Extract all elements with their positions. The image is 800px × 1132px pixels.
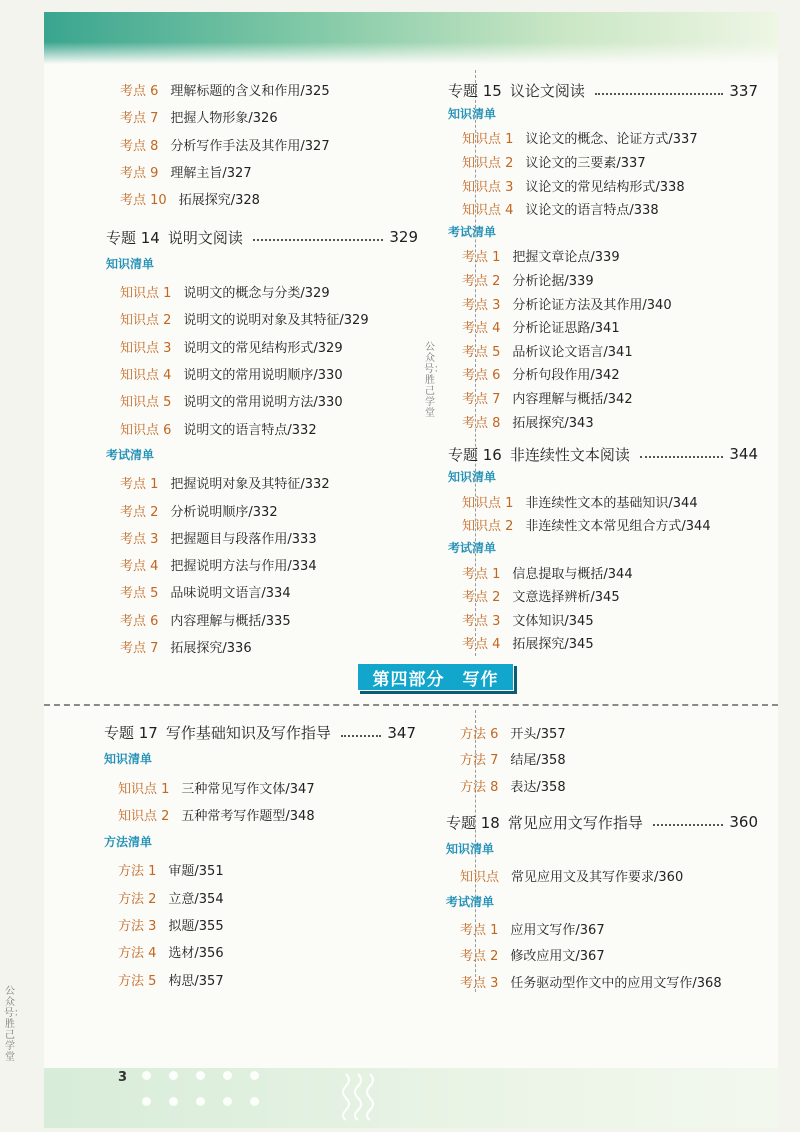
entry-text: 品味说明文语言/334 [170,586,291,602]
toc-column-right-top [448,79,758,655]
wave-decor-icon [340,1072,380,1122]
entry-tag: 方法 2 [118,891,157,907]
entry-text: 分析写作手法及其作用/327 [170,138,330,154]
page-number: 3 [118,1070,128,1085]
toc-entry[interactable] [106,551,418,578]
dot-leader [653,824,723,826]
entry-text: 分析论证思路/341 [512,321,620,337]
side-watermark: 公众号：胜己学堂 [4,986,24,1063]
entry-tag: 考点 3 [462,297,501,313]
entry-tag: 考点 3 [460,975,499,991]
entry-text: 拓展探究/328 [178,193,260,209]
entry-tag: 方法 5 [118,973,157,989]
topic-title: 说明文阅读 [167,228,243,247]
entry-text: 修改应用文/367 [510,949,605,965]
entry-tag: 考点 3 [462,613,501,629]
toc-entry[interactable] [448,584,758,608]
toc-entry[interactable] [448,197,758,221]
entry-text: 把握文章论点/339 [512,250,620,266]
topic-heading[interactable] [446,809,758,836]
toc-entry[interactable] [448,608,758,632]
entry-tag: 知识点 1 [462,132,514,148]
topic-title: 非连续性文本阅读 [509,445,630,464]
entry-text: 分析句段作用/342 [512,368,620,384]
topic-title: 常见应用文写作指导 [507,813,643,832]
toc-entry[interactable] [106,278,418,305]
decor-dots [142,1071,259,1080]
entry-tag: 考点 7 [120,640,159,656]
entry-tag: 知识点 2 [118,809,170,825]
toc-entry[interactable] [448,339,758,363]
entry-tag: 考点 1 [120,477,159,493]
entry-tag: 考点 1 [462,250,501,266]
topic-page: 344 [729,445,758,464]
entry-tag: 知识点 6 [120,422,172,438]
entry-text: 议论文的语言特点/338 [525,203,659,219]
toc-entry[interactable] [448,291,758,315]
dot-leader [253,239,383,241]
toc-entry[interactable] [104,911,416,938]
dot-leader [640,456,723,458]
entry-tag: 考点 4 [462,321,501,337]
entry-text: 应用文写作/367 [510,922,605,938]
toc-entry[interactable] [446,772,758,799]
entry-text: 内容理解与概括/335 [170,613,291,629]
toc-entry[interactable] [448,386,758,410]
toc-entry[interactable] [448,560,758,584]
entry-text: 五种常考写作题型/348 [181,809,315,825]
toc-entry[interactable] [104,966,416,993]
entry-text: 开头/357 [510,726,566,742]
entry-tag: 考点 2 [120,504,159,520]
entry-tag: 知识点 2 [462,156,514,172]
entry-text: 非连续性文本的基础知识/344 [525,495,698,511]
entry-tag: 考点 1 [462,566,501,582]
toc-entry[interactable] [106,158,418,185]
entry-tag: 知识点 [460,869,500,885]
toc-entry[interactable] [106,185,418,212]
toc-entry[interactable] [106,606,418,633]
toc-entry[interactable] [446,942,758,969]
entry-text: 立意/354 [168,891,224,907]
entry-text: 信息提取与概括/344 [512,566,633,582]
entry-tag: 知识点 2 [462,519,514,535]
entry-text: 拟题/355 [168,918,224,934]
entry-text: 议论文的常见结构形式/338 [525,179,685,195]
entry-tag: 考点 4 [120,559,159,575]
section-label: 考试清单 [446,894,495,909]
toc-entry[interactable] [448,513,758,537]
toc-entry[interactable] [448,409,758,433]
toc-entry[interactable] [106,496,418,523]
entry-text: 结尾/358 [510,753,566,769]
toc-entry[interactable] [446,719,758,746]
entry-text: 构思/357 [168,973,224,989]
decor-dots [142,1097,259,1106]
entry-tag: 考点 9 [120,166,159,182]
toc-entry[interactable] [448,631,758,655]
toc-entry[interactable] [106,103,418,130]
toc-entry[interactable] [448,490,758,514]
page [44,12,778,1128]
toc-entry[interactable] [104,801,416,828]
entry-text: 理解主旨/327 [170,166,252,182]
entry-text: 拓展探究/345 [512,637,594,653]
section-label: 知识清单 [446,841,495,856]
section-label: 知识清单 [106,256,155,271]
toc-entry[interactable] [446,968,758,995]
entry-tag: 知识点 3 [120,340,172,356]
entry-tag: 考点 6 [120,84,159,100]
section-label: 知识清单 [448,469,497,484]
entry-tag: 知识点 5 [120,395,172,411]
entry-text: 议论文的概念、论证方式/337 [525,132,698,148]
section-label: 考试清单 [448,540,497,555]
entry-tag: 知识点 4 [120,368,172,384]
topic-title: 写作基础知识及写作指导 [165,724,331,743]
toc-entry[interactable] [446,862,758,889]
toc-entry[interactable] [446,746,758,773]
dot-leader [341,735,381,737]
entry-text: 分析论据/339 [512,274,594,290]
entry-tag: 考点 6 [120,613,159,629]
entry-tag: 考点 7 [120,111,159,127]
entry-text: 说明文的常见结构形式/329 [183,340,343,356]
entry-text: 拓展探究/343 [512,415,594,431]
toc-entry[interactable] [448,173,758,197]
topic-heading[interactable] [104,719,416,746]
toc-column-left-top [106,76,418,660]
section-label: 方法清单 [104,834,153,849]
toc-entry[interactable] [448,126,758,150]
entry-tag: 考点 4 [462,637,501,653]
topic-title: 议论文阅读 [509,82,585,101]
entry-text: 说明文的常用说明方法/330 [183,395,343,411]
section-label: 知识清单 [104,752,153,767]
entry-tag: 考点 5 [120,586,159,602]
entry-tag: 方法 8 [460,779,499,795]
entry-tag: 知识点 3 [462,179,514,195]
entry-text: 把握题目与段落作用/333 [170,531,317,547]
toc-entry[interactable] [106,305,418,332]
toc-entry[interactable] [106,131,418,158]
entry-tag: 方法 7 [460,753,499,769]
entry-tag: 知识点 4 [462,203,514,219]
section-label: 考试清单 [448,224,497,239]
entry-text: 把握说明对象及其特征/332 [170,477,330,493]
section-label: 考试清单 [106,447,155,462]
topic-page: 337 [729,81,758,100]
toc-entry[interactable] [106,633,418,660]
toc-entry[interactable] [106,469,418,496]
entry-tag: 考点 8 [120,138,159,154]
part-banner: 第四部分 写作 [357,663,514,691]
toc-entry[interactable] [448,362,758,386]
part-divider-line [44,704,778,706]
entry-text: 文体知识/345 [512,613,594,629]
entry-text: 把握说明方法与作用/334 [170,559,317,575]
topic-number: 专题 17 [104,724,158,743]
dot-leader [595,93,723,95]
toc-column-left-bottom [104,719,416,993]
entry-tag: 知识点 1 [120,286,172,302]
entry-tag: 考点 5 [462,344,501,360]
toc-entry[interactable] [448,315,758,339]
entry-tag: 考点 7 [462,392,501,408]
entry-tag: 方法 1 [118,864,157,880]
toc-entry[interactable] [106,333,418,360]
toc-entry[interactable] [106,578,418,605]
side-watermark: 公众号：胜己学堂 [424,342,444,419]
entry-tag: 方法 4 [118,946,157,962]
toc-entry[interactable] [106,524,418,551]
topic-number: 专题 18 [446,813,500,832]
toc-entry[interactable] [106,76,418,103]
entry-tag: 考点 3 [120,531,159,547]
entry-tag: 考点 2 [462,274,501,290]
entry-tag: 考点 10 [120,193,167,209]
topic-heading[interactable] [448,79,758,103]
entry-text: 分析论证方法及其作用/340 [512,297,672,313]
entry-text: 非连续性文本常见组合方式/344 [525,519,711,535]
entry-tag: 方法 6 [460,726,499,742]
topic-number: 专题 14 [106,228,160,247]
entry-text: 拓展探究/336 [170,640,252,656]
toc-column-right-bottom [446,719,758,995]
entry-tag: 知识点 1 [118,781,170,797]
toc-entry[interactable] [104,938,416,965]
toc-entry[interactable] [446,915,758,942]
toc-entry[interactable] [448,244,758,268]
entry-text: 议论文的三要素/337 [525,156,646,172]
toc-entry[interactable] [104,774,416,801]
entry-text: 常见应用文及其写作要求/360 [511,869,684,885]
topic-page: 360 [729,813,758,832]
toc-entry[interactable] [106,414,418,441]
section-label: 知识清单 [448,106,497,121]
topic-number: 专题 15 [448,82,502,101]
entry-text: 审题/351 [168,864,224,880]
entry-text: 三种常见写作文体/347 [181,781,315,797]
entry-tag: 知识点 2 [120,313,172,329]
toc-entry[interactable] [106,360,418,387]
entry-text: 内容理解与概括/342 [512,392,633,408]
entry-text: 说明文的说明对象及其特征/329 [183,313,369,329]
entry-tag: 考点 2 [460,949,499,965]
entry-text: 任务驱动型作文中的应用文写作/368 [510,975,722,991]
topic-number: 专题 16 [448,445,502,464]
entry-text: 表达/358 [510,779,566,795]
toc-entry[interactable] [448,268,758,292]
entry-text: 理解标题的含义和作用/325 [170,84,330,100]
topic-page: 347 [387,723,416,742]
entry-tag: 方法 3 [118,918,157,934]
entry-text: 品析议论文语言/341 [512,344,633,360]
entry-text: 把握人物形象/326 [170,111,278,127]
entry-tag: 知识点 1 [462,495,514,511]
entry-text: 文意选择辨析/345 [512,590,620,606]
topic-page: 329 [389,228,418,247]
entry-text: 说明文的语言特点/332 [183,422,317,438]
entry-tag: 考点 6 [462,368,501,384]
topic-heading[interactable] [106,223,418,250]
toc-entry[interactable] [448,150,758,174]
toc-entry[interactable] [104,856,416,883]
entry-tag: 考点 2 [462,590,501,606]
entry-tag: 考点 1 [460,922,499,938]
top-decor-band [44,12,778,64]
entry-text: 说明文的常用说明顺序/330 [183,368,343,384]
entry-tag: 考点 8 [462,415,501,431]
topic-heading[interactable] [448,442,758,466]
bottom-decor-band [44,1068,778,1128]
entry-text: 选材/356 [168,946,224,962]
toc-entry[interactable] [104,883,416,910]
toc-entry[interactable] [106,387,418,414]
entry-text: 分析说明顺序/332 [170,504,278,520]
entry-text: 说明文的概念与分类/329 [183,286,330,302]
